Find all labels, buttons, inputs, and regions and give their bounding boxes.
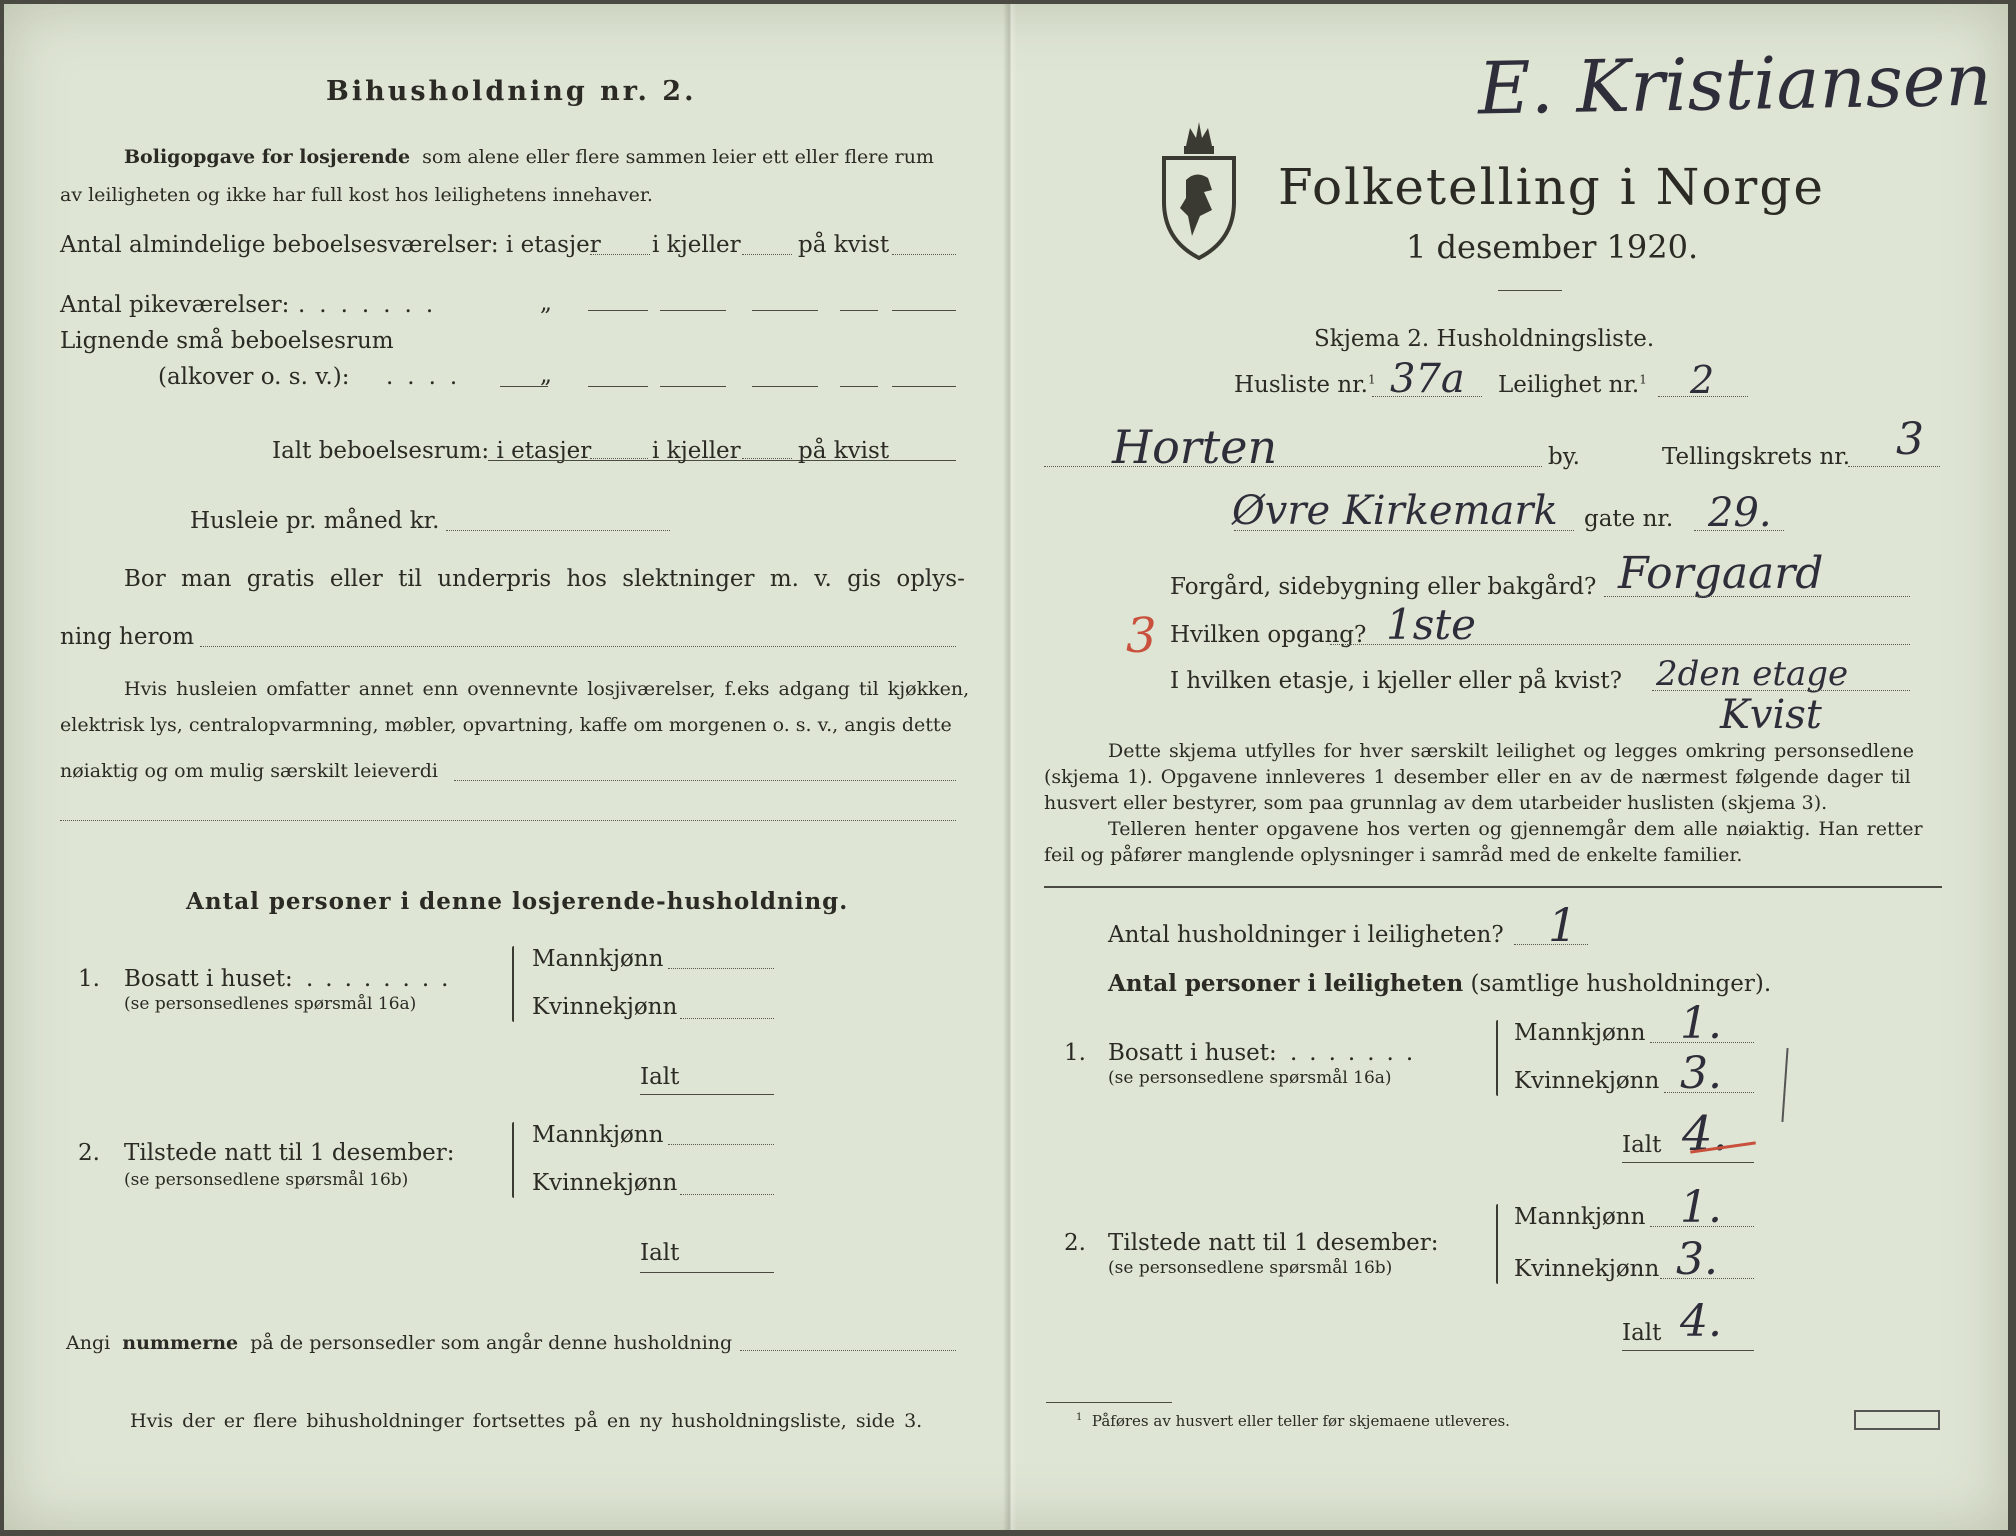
hush-value: 1 — [1548, 898, 1578, 952]
left-q2-kvinne-field[interactable] — [680, 1194, 774, 1195]
leilighet-field[interactable] — [1658, 396, 1748, 397]
right-q1-ialt-field[interactable] — [1622, 1162, 1754, 1163]
opgang-value: 1ste — [1386, 600, 1477, 649]
right-q1-kvinne-label: Kvinnekjønn — [1514, 1068, 1660, 1094]
small-rooms-line-2: (alkover o. s. v.): — [158, 364, 350, 390]
small-rooms-dots: .... — [386, 364, 472, 390]
opgang-field[interactable] — [1330, 644, 1910, 645]
left-q1-ialt-label: Ialt — [640, 1064, 680, 1090]
rooms-kjeller-field[interactable] — [742, 254, 792, 255]
right-q2-ialt-field[interactable] — [1622, 1350, 1754, 1351]
city-field[interactable] — [1044, 466, 1542, 467]
intro-line-1 — [124, 146, 934, 168]
pike-dots: ....... — [298, 292, 448, 318]
left-q2-label: Tilstede natt til 1 desember: — [124, 1140, 455, 1166]
hush-field[interactable] — [1514, 944, 1588, 945]
gate-field[interactable] — [1694, 530, 1784, 531]
ialt-kvist-label: på kvist — [798, 438, 890, 464]
ialt-kjeller-field[interactable] — [742, 458, 792, 459]
left-q2-mann-field[interactable] — [668, 1144, 774, 1145]
krets-value: 3 — [1896, 414, 1924, 465]
hvis-line-2: elektrisk lys, centralopvarmning, møbler, opvartning, kaffe om morgenen o. s. v., angis dette — [60, 714, 952, 736]
left-q1-ialt-field[interactable] — [640, 1094, 774, 1095]
right-q1-dots: ....... — [1290, 1040, 1426, 1066]
angi-field[interactable] — [740, 1350, 956, 1351]
skjema-label: Skjema 2. Husholdningsliste. — [1314, 326, 1655, 352]
etasje-value-1: 2den etage — [1656, 654, 1849, 694]
title-rule — [1498, 290, 1562, 291]
pike-kvist-field-b[interactable] — [840, 310, 878, 311]
small-rooms-line-1: Lignende små beboelsesrum — [60, 328, 394, 354]
right-q2-mann-value: 1. — [1680, 1182, 1722, 1233]
right-q2-brace — [1496, 1204, 1498, 1284]
small-kjeller-field[interactable] — [660, 386, 726, 387]
right-q1-kvinne-field[interactable] — [1664, 1092, 1754, 1093]
right-q2-sub: (se personsedlene spørsmål 16b) — [1108, 1258, 1393, 1278]
right-q2-kvinne-value: 3. — [1676, 1234, 1718, 1285]
right-q1-mann-field[interactable] — [1650, 1042, 1754, 1043]
left-q1-kvinne-label: Kvinnekjønn — [532, 994, 678, 1020]
small-etasjer-field-a[interactable] — [500, 386, 548, 387]
ialt-rooms-label: Ialt beboelsesrum: i etasjer — [272, 438, 592, 464]
right-q1-mann-value: 1. — [1680, 998, 1722, 1049]
right-q2-ialt-value: 4. — [1680, 1296, 1722, 1347]
right-q1-ialt-value: 4. — [1682, 1106, 1728, 1162]
city-value: Horten — [1112, 420, 1278, 474]
left-persons-heading: Antal personer i denne losjerende-husholdning. — [186, 888, 849, 915]
pike-kjeller-field[interactable] — [660, 310, 726, 311]
right-q1-ialt-label: Ialt — [1622, 1132, 1662, 1158]
right-persons-heading: Antal personer i leiligheten (samtlige husholdninger). — [1108, 970, 1772, 997]
right-q2-mann-label: Mannkjønn — [1514, 1204, 1646, 1230]
rooms-label: Antal almindelige beboelsesværelser: i etasjer — [60, 232, 601, 258]
husliste-value: 37a — [1390, 356, 1465, 402]
gratis-line-2: ning herom — [60, 624, 195, 650]
leilighet-value: 2 — [1690, 358, 1715, 402]
ialt-kjeller-label: i kjeller — [652, 438, 741, 464]
by-label: by. — [1548, 444, 1580, 470]
page-fold — [1003, 4, 1017, 1530]
gate-label: gate nr. — [1584, 506, 1674, 532]
angi-bold: nummerne — [122, 1332, 239, 1354]
instr-line-5: feil og påfører manglende oplysninger i samråd med de enkelte familier. — [1044, 844, 1743, 866]
right-q1-kvinne-value: 3. — [1680, 1048, 1722, 1099]
form-date: 1 desember 1920. — [1406, 228, 1699, 266]
forgard-field[interactable] — [1604, 596, 1910, 597]
form-title: Folketelling i Norge — [1278, 158, 1825, 216]
left-q1-sub: (se personsedlenes spørsmål 16a) — [124, 994, 417, 1014]
small-kvist-field-c[interactable] — [892, 386, 956, 387]
gratis-field[interactable] — [200, 646, 956, 647]
left-q1-kvinne-field[interactable] — [680, 1018, 774, 1019]
husleie-field[interactable] — [446, 530, 670, 531]
small-kvist-field-b[interactable] — [840, 386, 878, 387]
krets-label: Tellingskrets nr. — [1662, 444, 1851, 470]
angi-pre: Angi — [66, 1332, 111, 1354]
husliste-label: Husliste nr.$^1$ — [1234, 372, 1376, 398]
left-footer: Hvis der er flere bihusholdninger fortsettes på en ny husholdningsliste, side 3. — [130, 1410, 923, 1432]
ialt-etasjer-field[interactable] — [590, 458, 648, 459]
right-q2-kvinne-field[interactable] — [1660, 1278, 1754, 1279]
angi-rest: på de personsedler som angår denne husholdning — [250, 1332, 733, 1354]
right-q1-label: Bosatt i huset: — [1108, 1040, 1277, 1066]
right-q2-ialt-label: Ialt — [1622, 1320, 1662, 1346]
pike-ditto: „ — [540, 290, 552, 316]
left-q1-num: 1. — [78, 966, 100, 992]
left-q2-ialt-field[interactable] — [640, 1272, 774, 1273]
angi-line — [66, 1332, 732, 1354]
left-q2-ialt-label: Ialt — [640, 1240, 680, 1266]
etasje-value-2: Kvist — [1720, 692, 1822, 738]
footnote-rule — [1046, 1402, 1172, 1403]
instr-line-1: Dette skjema utfylles for hver særskilt leilighet og legges omkring personsedlene — [1108, 740, 1914, 762]
pike-label: Antal pikeværelser: — [60, 292, 290, 318]
left-q1-dots: ........ — [306, 966, 461, 992]
rooms-kvist-field[interactable] — [892, 254, 956, 255]
instr-rule — [1044, 886, 1942, 888]
hvis-line-3: nøiaktig og om mulig særskilt leieverdi — [60, 760, 438, 782]
right-q2-mann-field[interactable] — [1650, 1226, 1754, 1227]
instr-line-2: (skjema 1). Opgavene innleveres 1 desember eller en av de nærmest følgende dager til — [1044, 766, 1911, 788]
small-rooms-ditto: „ — [540, 362, 552, 388]
etasje-field[interactable] — [1652, 690, 1910, 691]
right-q2-num: 2. — [1064, 1230, 1086, 1256]
intro-line-2: av leiligheten og ikke har full kost hos leilighetens innehaver. — [60, 184, 653, 206]
margin-mark: 3 — [1126, 608, 1157, 664]
right-q2-kvinne-label: Kvinnekjønn — [1514, 1256, 1660, 1282]
pike-kvist-field-a[interactable] — [752, 310, 818, 311]
forgard-value: Forgaard — [1618, 548, 1824, 599]
coat-of-arms-icon — [1156, 116, 1242, 264]
small-etasjer-field-b[interactable] — [588, 386, 648, 387]
right-q1-brace — [1496, 1020, 1498, 1096]
footnote-text: $^1$ Påføres av husvert eller teller før skjemaene utleveres. — [1076, 1412, 1510, 1430]
krets-field[interactable] — [1848, 466, 1940, 467]
left-q2-kvinne-label: Kvinnekjønn — [532, 1170, 678, 1196]
hush-label: Antal husholdninger i leiligheten? — [1108, 922, 1504, 948]
instr-line-3: husvert eller bestyrer, som paa grunnlag av dem utarbeider huslisten (skjema 3). — [1044, 792, 1828, 814]
rooms-kvist-label: på kvist — [798, 232, 890, 258]
intro-bold: Boligopgave for losjerende — [124, 146, 411, 168]
street-value: Øvre Kirkemark — [1232, 488, 1558, 534]
husliste-field[interactable] — [1372, 396, 1482, 397]
left-q1-mann-label: Mannkjønn — [532, 946, 664, 972]
forgard-label: Forgård, sidebygning eller bakgård? — [1170, 574, 1597, 600]
gratis-line-1: Bor man gratis eller til underpris hos slektninger m. v. gis oplys- — [124, 566, 965, 592]
rooms-etasjer-field[interactable] — [590, 254, 650, 255]
leieverdi-field-2[interactable] — [60, 820, 956, 821]
left-q1-label: Bosatt i huset: — [124, 966, 293, 992]
leilighet-label: Leilighet nr.$^1$ — [1498, 372, 1647, 398]
signature: E. Kristiansen — [1477, 37, 1993, 131]
etasje-label: I hvilken etasje, i kjeller eller på kvist? — [1170, 668, 1622, 694]
left-title: Bihusholdning nr. 2. — [326, 76, 697, 107]
street-field[interactable] — [1234, 530, 1574, 531]
pike-kvist-field-c[interactable] — [892, 310, 956, 311]
pike-etasjer-field[interactable] — [588, 310, 648, 311]
rooms-kjeller-label: i kjeller — [652, 232, 741, 258]
left-q1-brace — [512, 946, 514, 1022]
left-q2-sub: (se personsedlene spørsmål 16b) — [124, 1170, 409, 1190]
right-q1-num: 1. — [1064, 1040, 1086, 1066]
right-q2-label: Tilstede natt til 1 desember: — [1108, 1230, 1439, 1256]
instr-line-4: Telleren henter opgavene hos verten og gjennemgår dem alle nøiaktig. Han retter — [1108, 818, 1923, 840]
hvis-line-1: Hvis husleien omfatter annet enn ovennevnte losjiværelser, f.eks adgang til kjøkken, — [124, 678, 970, 700]
left-q2-mann-label: Mannkjønn — [532, 1122, 664, 1148]
small-kvist-field-a[interactable] — [752, 386, 818, 387]
left-q1-mann-field[interactable] — [668, 968, 774, 969]
right-q1-mann-label: Mannkjønn — [1514, 1020, 1646, 1046]
opgang-label: Hvilken opgang? — [1170, 622, 1367, 648]
left-q2-brace — [512, 1122, 514, 1198]
right-q1-sub: (se personsedlene spørsmål 16a) — [1108, 1068, 1392, 1088]
husleie-label: Husleie pr. måned kr. — [190, 508, 440, 534]
leieverdi-field[interactable] — [454, 780, 956, 781]
intro-rest: som alene eller flere sammen leier ett eller flere rum — [422, 146, 934, 168]
gate-value: 29. — [1708, 490, 1772, 536]
left-q2-num: 2. — [78, 1140, 100, 1166]
printer-stamp — [1854, 1410, 1940, 1430]
